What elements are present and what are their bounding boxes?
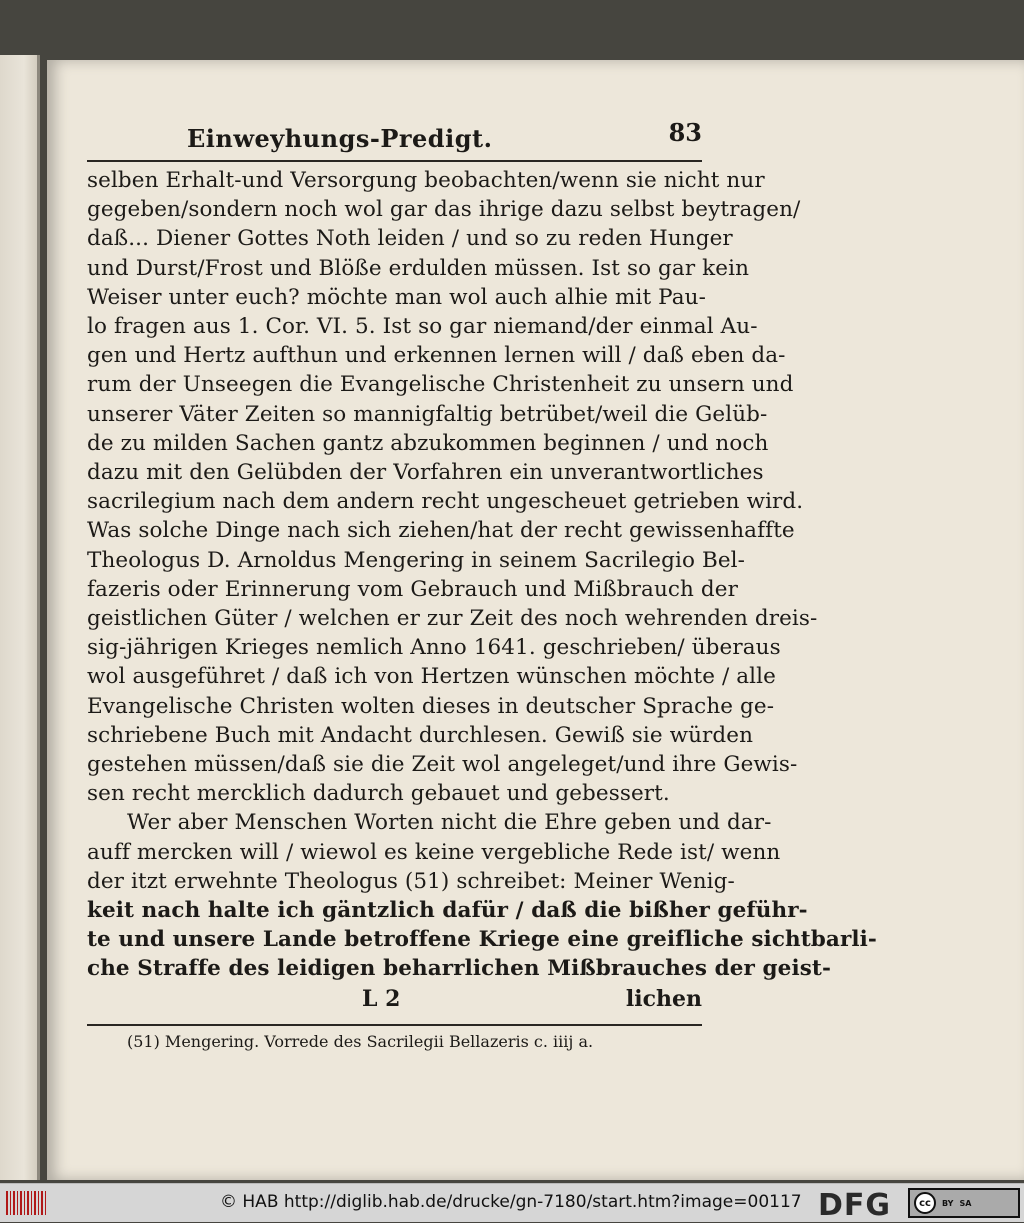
text-line: gestehen müssen/daß sie die Zeit wol angeleget/und ihre Gewis-	[87, 752, 798, 778]
previous-page-edge	[0, 55, 40, 1180]
catchword: lichen	[625, 985, 702, 1012]
text-line: gen und Hertz aufthun und erkennen lernen will / daß eben da-	[87, 343, 786, 369]
text-line: gegeben/sondern noch wol gar das ihrige dazu selbst beytragen/	[87, 197, 801, 223]
signature-mark: L 2	[362, 985, 401, 1012]
text-line: und Durst/Frost und Blöße erdulden müssen. Ist so gar kein	[87, 255, 750, 281]
text-line: keit nach halte ich gäntzlich dafür / daß die bißher geführ-	[87, 898, 808, 924]
text-line: daß... Diener Gottes Noth leiden / und so zu reden Hunger	[87, 226, 733, 252]
dfg-logo: DFG	[818, 1188, 892, 1223]
text-line: Was solche Dinge nach sich ziehen/hat der recht gewissenhaffte	[87, 518, 795, 544]
text-line: fazeris oder Erinnerung vom Gebrauch und Mißbrauch der	[87, 576, 738, 602]
text-line: schriebene Buch mit Andacht durchlesen. Gewiß sie würden	[87, 722, 754, 748]
footnote-rule	[87, 1024, 702, 1026]
text-line: dazu mit den Gelübden der Vorfahren ein unverantwortliches	[87, 460, 764, 486]
text-line: de zu milden Sachen gantz abzukommen beginnen / und noch	[87, 430, 769, 456]
text-line: der itzt erwehnte Theologus (51) schreibet: Meiner Wenig-	[87, 868, 735, 894]
text-line: sen recht mercklich dadurch gebauet und gebessert.	[87, 781, 670, 807]
text-line: Theologus D. Arnoldus Mengering in seinem Sacrilegio Bel-	[87, 547, 746, 573]
cc-license-badge[interactable]	[908, 1188, 1020, 1218]
text-line: te und unsere Lande betroffene Kriege eine greifliche sichtbarli-	[87, 927, 877, 953]
credit-bar	[0, 1183, 1024, 1222]
text-line: wol ausgeführet / daß ich von Hertzen wünschen möchte / alle	[87, 664, 776, 690]
cc-by-label: BY	[942, 1198, 954, 1208]
text-block	[87, 118, 877, 1052]
text-line: Weiser unter euch? möchte man wol auch alhie mit Pau-	[87, 284, 706, 310]
text-line: unserer Väter Zeiten so mannigfaltig betrübet/weil die Gelüb-	[87, 401, 768, 427]
body-text	[87, 166, 877, 984]
running-title: Einweyhungs-Predigt.	[187, 124, 493, 153]
running-head	[87, 118, 702, 162]
text-line: Wer aber Menschen Worten nicht die Ehre geben und dar-	[127, 810, 772, 836]
catch-row	[87, 986, 702, 1020]
cc-icon: cc	[914, 1192, 936, 1214]
text-line: geistlichen Güter / welchen er zur Zeit des noch wehrenden dreis-	[87, 606, 818, 632]
text-line: selben Erhalt-und Versorgung beobachten/wenn sie nicht nur	[87, 168, 765, 193]
text-line: rum der Unseegen die Evangelische Christenheit zu unsern und	[87, 372, 794, 398]
text-line: lo fragen aus 1. Cor. VI. 5. Ist so gar niemand/der einmal Au-	[87, 314, 758, 340]
text-line: che Straffe des leidigen beharrlichen Mißbrauches der geist-	[87, 956, 831, 982]
cc-sa-label: SA	[959, 1198, 972, 1208]
library-barcode-icon	[6, 1191, 46, 1215]
text-line: sig-jährigen Krieges nemlich Anno 1641. geschrieben/ überaus	[87, 635, 781, 661]
text-line: auff mercken will / wiewol es keine vergebliche Rede ist/ wenn	[87, 839, 781, 865]
book-page	[47, 60, 1024, 1180]
credit-text[interactable]: © HAB http://diglib.hab.de/drucke/gn-7180/start.htm?image=00117	[220, 1192, 802, 1212]
text-line: Evangelische Christen wolten dieses in deutscher Sprache ge-	[87, 693, 775, 719]
text-line: sacrilegium nach dem andern recht ungescheuet getrieben wird.	[87, 489, 804, 515]
page-number: 83	[668, 118, 702, 147]
footnote: (51) Mengering. Vorrede des Sacrilegii Bellazeris c. iiij a.	[127, 1031, 594, 1051]
